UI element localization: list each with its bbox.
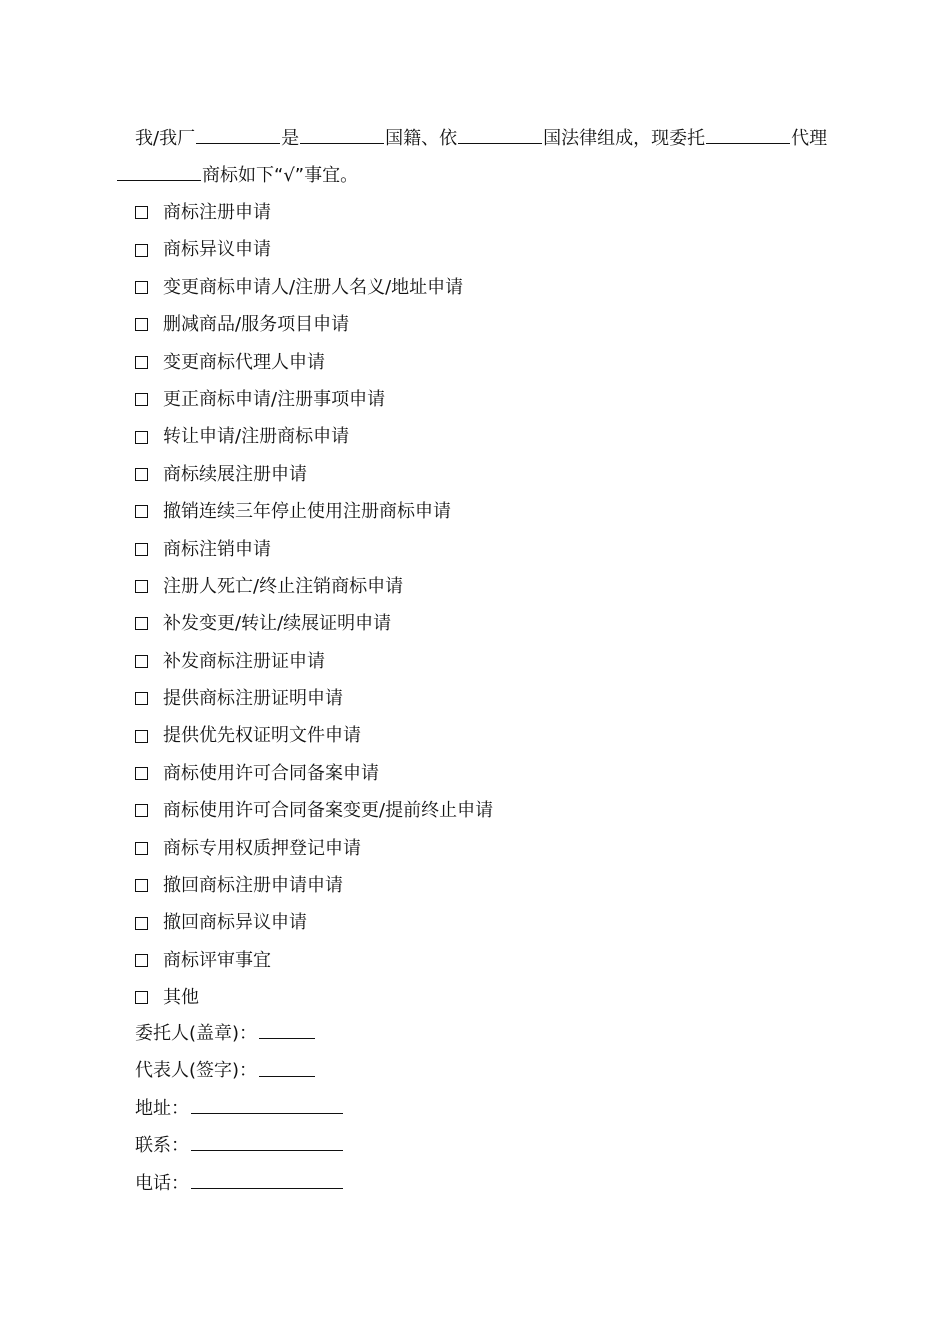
list-item[interactable] <box>135 755 493 792</box>
phone-row <box>135 1165 343 1202</box>
list-item[interactable] <box>135 531 493 568</box>
option-label: 撤回商标异议申请 <box>163 912 307 934</box>
intro-text-6: 商标如下“√”事宜。 <box>202 165 359 187</box>
list-item[interactable] <box>135 231 493 268</box>
list-item[interactable] <box>135 568 493 605</box>
option-label: 商标注册申请 <box>163 202 271 223</box>
list-item[interactable] <box>135 680 493 717</box>
signature-block <box>135 1015 343 1202</box>
list-item[interactable] <box>135 942 493 979</box>
principal-seal-label: 委托人(盖章)： <box>135 1023 258 1044</box>
representative-signature-field[interactable] <box>259 1058 315 1077</box>
list-item[interactable] <box>135 979 493 1016</box>
option-label: 商标续展注册申请 <box>163 463 307 485</box>
option-label: 商标评审事宜 <box>163 949 271 971</box>
checkbox[interactable] <box>135 393 148 406</box>
option-label: 转让申请/注册商标申请 <box>163 426 350 448</box>
option-label: 补发变更/转让/续展证明申请 <box>163 613 392 635</box>
list-item[interactable] <box>135 344 493 381</box>
intro-text-3: 国籍、依 <box>385 128 458 149</box>
principal-seal-field[interactable] <box>259 1020 315 1039</box>
matters-checklist <box>135 194 493 1017</box>
list-item[interactable] <box>135 269 493 306</box>
list-item[interactable] <box>135 643 493 680</box>
option-label: 商标专用权质押登记申请 <box>163 837 361 859</box>
checkbox[interactable] <box>135 580 148 593</box>
contact-label: 联系： <box>135 1135 189 1157</box>
option-label: 商标注销申请 <box>163 538 271 560</box>
option-label: 提供优先权证明文件申请 <box>163 725 361 747</box>
option-label: 商标使用许可合同备案变更/提前终止申请 <box>163 800 494 822</box>
option-label: 删减商品/服务项目申请 <box>163 314 350 336</box>
contact-field[interactable] <box>191 1132 343 1151</box>
entrusting-party-blank[interactable] <box>196 127 280 144</box>
phone-label: 电话： <box>135 1172 189 1194</box>
checkbox[interactable] <box>135 842 148 855</box>
checkbox[interactable] <box>135 431 148 444</box>
representative-signature-row <box>135 1052 343 1089</box>
list-item[interactable] <box>135 867 493 904</box>
governing-law-country-blank[interactable] <box>458 127 542 144</box>
option-label: 撤回商标注册申请申请 <box>163 875 343 897</box>
list-item[interactable] <box>135 830 493 867</box>
intro-text-4: 国法律组成，现委托 <box>543 128 706 149</box>
phone-field[interactable] <box>191 1170 343 1189</box>
list-item[interactable] <box>135 493 493 530</box>
address-row <box>135 1090 343 1127</box>
list-item[interactable] <box>135 717 493 754</box>
option-label: 商标使用许可合同备案申请 <box>163 762 379 784</box>
option-label: 撤销连续三年停止使用注册商标申请 <box>163 501 451 523</box>
checkbox[interactable] <box>135 468 148 481</box>
list-item[interactable] <box>135 194 493 231</box>
checkbox[interactable] <box>135 954 148 967</box>
checkbox[interactable] <box>135 318 148 331</box>
list-item[interactable] <box>135 456 493 493</box>
option-label: 补发商标注册证申请 <box>163 650 325 672</box>
checkbox[interactable] <box>135 991 148 1004</box>
contact-row <box>135 1127 343 1164</box>
option-label: 更正商标申请/注册事项申请 <box>163 388 386 410</box>
checkbox[interactable] <box>135 206 148 219</box>
checkbox[interactable] <box>135 879 148 892</box>
checkbox[interactable] <box>135 505 148 518</box>
checkbox[interactable] <box>135 244 148 257</box>
checkbox[interactable] <box>135 804 148 817</box>
list-item[interactable] <box>135 381 493 418</box>
list-item[interactable] <box>135 418 493 455</box>
agent-name-blank[interactable] <box>706 127 790 144</box>
option-label: 变更商标代理人申请 <box>163 351 325 373</box>
principal-seal-row <box>135 1015 343 1052</box>
list-item[interactable] <box>135 792 493 829</box>
intro-text-2: 是 <box>281 128 300 149</box>
checkbox[interactable] <box>135 655 148 668</box>
intro-text-5: 代理 <box>791 128 828 149</box>
list-item[interactable] <box>135 605 493 642</box>
intro-text-1: 我/我厂 <box>135 128 196 149</box>
nationality-blank[interactable] <box>300 127 384 144</box>
checkbox[interactable] <box>135 356 148 369</box>
checkbox[interactable] <box>135 730 148 743</box>
trademark-name-blank[interactable] <box>117 164 201 181</box>
checkbox[interactable] <box>135 617 148 630</box>
option-label: 商标异议申请 <box>163 239 271 261</box>
list-item[interactable] <box>135 306 493 343</box>
option-label: 提供商标注册证明申请 <box>163 688 343 710</box>
checkbox[interactable] <box>135 543 148 556</box>
representative-signature-label: 代表人(签字)： <box>135 1060 258 1082</box>
option-label: 其他 <box>163 987 199 1009</box>
option-label: 注册人死亡/终止注销商标申请 <box>163 575 404 597</box>
intro-paragraph <box>116 120 840 195</box>
list-item[interactable] <box>135 904 493 941</box>
address-field[interactable] <box>191 1095 343 1114</box>
checkbox[interactable] <box>135 917 148 930</box>
option-label: 变更商标申请人/注册人名义/地址申请 <box>163 276 464 298</box>
checkbox[interactable] <box>135 692 148 705</box>
checkbox[interactable] <box>135 767 148 780</box>
address-label: 地址： <box>135 1097 189 1119</box>
checkbox[interactable] <box>135 281 148 294</box>
